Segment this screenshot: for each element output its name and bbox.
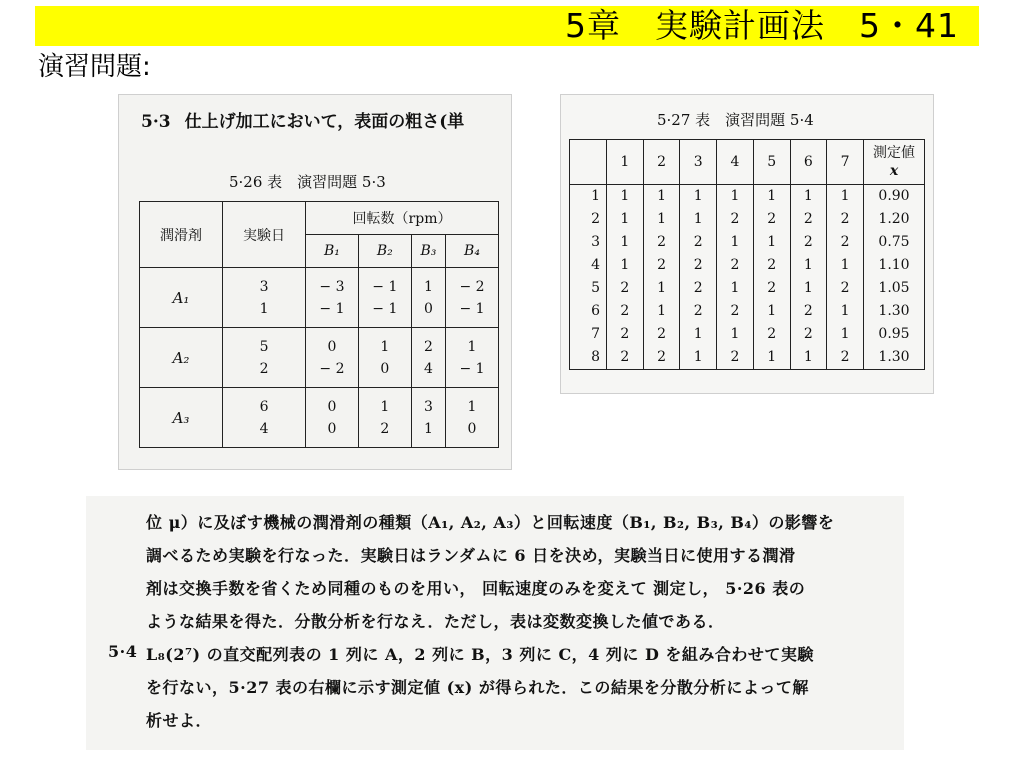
value-header-symbol: x: [889, 163, 899, 179]
level-cell: 2: [827, 208, 864, 231]
value-cell: [358, 328, 411, 388]
cell-value: 0: [327, 420, 337, 437]
col-header-lubricant: 潤滑剤: [140, 202, 223, 268]
level-cell: 1: [753, 346, 790, 370]
level-cell: 2: [753, 254, 790, 277]
value-cell: [358, 268, 411, 328]
table-row: [570, 208, 925, 231]
cell-value: 1: [467, 338, 477, 355]
measured-value: 0.95: [864, 323, 925, 346]
col-header-b2: B₂: [358, 235, 411, 268]
table-5-26: [139, 201, 499, 448]
table-row: [570, 300, 925, 323]
level-cell: 1: [717, 185, 754, 209]
level-cell: 2: [643, 254, 680, 277]
level-cell: 1: [643, 185, 680, 209]
col-header-b4: B₄: [446, 235, 499, 268]
cell-value: 0: [327, 338, 337, 355]
text-line: 位 μ）に及ぼす機械の潤滑剤の種類（A₁, A₂, A₃）と回転速度（B₁, B₂, B₃, B₄）の影響を: [146, 513, 835, 532]
cell-value: 2: [380, 420, 390, 437]
table-row: [140, 268, 499, 328]
level-cell: 1: [753, 300, 790, 323]
level-cell: 2: [753, 277, 790, 300]
table-row: [570, 185, 925, 209]
value-cell: [358, 388, 411, 448]
cell-value: − 1: [372, 300, 398, 317]
text-line: を行ない，5·27 表の右欄に示す測定値 (x) が得られた．この結果を分散分析によって解: [146, 678, 809, 697]
value-cell: [411, 388, 445, 448]
level-cell: 1: [607, 254, 644, 277]
level-cell: 1: [643, 277, 680, 300]
value-cell: [306, 328, 359, 388]
level-cell: 2: [827, 277, 864, 300]
day-cell: [223, 268, 306, 328]
measured-value: 0.90: [864, 185, 925, 209]
value-cell: [446, 268, 499, 328]
value-cell: [411, 328, 445, 388]
problem-text-scan: [86, 496, 904, 750]
day-value: 2: [259, 360, 269, 377]
run-number: 2: [570, 208, 607, 231]
run-number: 5: [570, 277, 607, 300]
table-row: [570, 323, 925, 346]
level-cell: 1: [717, 323, 754, 346]
level-cell: 2: [790, 208, 827, 231]
level-cell: 2: [790, 231, 827, 254]
problem-number: 5·3: [141, 112, 171, 132]
level-cell: 1: [607, 231, 644, 254]
level-cell: 1: [790, 185, 827, 209]
level-cell: 2: [717, 208, 754, 231]
level-cell: 2: [607, 346, 644, 370]
cell-value: − 1: [459, 300, 485, 317]
cell-value: 1: [423, 420, 433, 437]
level-cell: 1: [680, 323, 717, 346]
cell-value: 2: [423, 338, 433, 355]
level-cell: 2: [680, 300, 717, 323]
cell-value: 0: [327, 398, 337, 415]
cell-value: 1: [467, 398, 477, 415]
cell-value: − 2: [319, 360, 345, 377]
cell-value: − 1: [319, 300, 345, 317]
text-line: 析せよ．: [146, 711, 213, 730]
run-number: 7: [570, 323, 607, 346]
cell-value: 0: [467, 420, 477, 437]
col-header: 3: [680, 140, 717, 185]
col-header-speed: 回転数（rpm）: [306, 202, 499, 235]
table-row: [140, 388, 499, 448]
lubricant-label: A₃: [140, 388, 223, 448]
col-header-b1: B₁: [306, 235, 359, 268]
run-number: 1: [570, 185, 607, 209]
level-cell: 2: [607, 300, 644, 323]
level-cell: 1: [790, 277, 827, 300]
cell-value: − 1: [459, 360, 485, 377]
slide-subtitle: 演習問題:: [38, 52, 151, 82]
measured-value: 1.05: [864, 277, 925, 300]
col-header-b3: B₃: [411, 235, 445, 268]
run-number: 8: [570, 346, 607, 370]
cell-value: 1: [380, 398, 390, 415]
day-value: 3: [259, 278, 269, 295]
value-cell: [306, 268, 359, 328]
day-cell: [223, 388, 306, 448]
measured-value: 1.10: [864, 254, 925, 277]
cell-value: − 3: [319, 278, 345, 295]
table-5-27: [569, 139, 925, 370]
level-cell: 2: [717, 346, 754, 370]
level-cell: 2: [643, 231, 680, 254]
day-value: 4: [259, 420, 269, 437]
table-row: [570, 231, 925, 254]
level-cell: 2: [790, 300, 827, 323]
col-header: 7: [827, 140, 864, 185]
level-cell: 2: [607, 323, 644, 346]
level-cell: 1: [827, 323, 864, 346]
level-cell: 1: [680, 185, 717, 209]
measured-value: 0.75: [864, 231, 925, 254]
level-cell: 2: [827, 346, 864, 370]
col-header: 5: [753, 140, 790, 185]
table-row: [570, 277, 925, 300]
level-cell: 1: [717, 231, 754, 254]
cell-value: 4: [423, 360, 433, 377]
col-header: 2: [643, 140, 680, 185]
level-cell: 1: [607, 208, 644, 231]
day-value: 5: [259, 338, 269, 355]
cell-value: 3: [423, 398, 433, 415]
title-bar: [35, 6, 979, 46]
measured-value: 1.30: [864, 300, 925, 323]
level-cell: 2: [753, 208, 790, 231]
level-cell: 2: [607, 277, 644, 300]
problem-5-4-number: 5·4: [108, 642, 138, 661]
level-cell: 2: [643, 346, 680, 370]
level-cell: 1: [607, 185, 644, 209]
cell-value: − 1: [372, 278, 398, 295]
cell-value: 1: [423, 278, 433, 295]
level-cell: 1: [680, 208, 717, 231]
level-cell: 2: [680, 231, 717, 254]
table-5-27-caption: 5·27 表 演習問題 5·4: [657, 111, 814, 129]
lubricant-label: A₂: [140, 328, 223, 388]
level-cell: 2: [643, 323, 680, 346]
level-cell: 1: [827, 185, 864, 209]
level-cell: 1: [680, 346, 717, 370]
table-5-26-caption: 5·26 表 演習問題 5·3: [229, 173, 386, 191]
table-row: [570, 254, 925, 277]
level-cell: 1: [753, 231, 790, 254]
table-row: [140, 328, 499, 388]
value-cell: [306, 388, 359, 448]
run-number: 6: [570, 300, 607, 323]
text-line: 剤は交換手数を省くため同種のものを用い， 回転速度のみを変えて 測定し， 5·26 表の: [146, 579, 806, 598]
col-header: 1: [607, 140, 644, 185]
level-cell: 2: [680, 254, 717, 277]
table-row: [570, 346, 925, 370]
corner-cell: [570, 140, 607, 185]
table-5-26-body: [140, 268, 499, 448]
day-value: 6: [259, 398, 269, 415]
level-cell: 2: [680, 277, 717, 300]
level-cell: 1: [790, 254, 827, 277]
level-cell: 1: [643, 208, 680, 231]
value-header-label: 測定値: [873, 145, 915, 161]
table-5-27-scan: [560, 94, 934, 394]
cell-value: 1: [380, 338, 390, 355]
level-cell: 1: [643, 300, 680, 323]
level-cell: 2: [827, 231, 864, 254]
lubricant-label: A₁: [140, 268, 223, 328]
cell-value: 0: [380, 360, 390, 377]
level-cell: 2: [717, 254, 754, 277]
table-5-27-body: [570, 185, 925, 370]
measured-value: 1.30: [864, 346, 925, 370]
text-line: 調べるため実験を行なった．実験日はランダムに 6 日を決め，実験当日に使用する潤滑: [146, 546, 796, 565]
level-cell: 1: [753, 185, 790, 209]
col-header: 6: [790, 140, 827, 185]
col-header: 4: [717, 140, 754, 185]
measured-value: 1.20: [864, 208, 925, 231]
day-value: 1: [259, 300, 269, 317]
value-cell: [411, 268, 445, 328]
text-line: L₈(2⁷) の直交配列表の 1 列に A，2 列に B，3 列に C，4 列に D を組み合わせて実験: [146, 645, 814, 664]
run-number: 4: [570, 254, 607, 277]
problem-5-3-heading: [141, 107, 464, 132]
col-header-day: 実験日: [223, 202, 306, 268]
level-cell: 2: [717, 300, 754, 323]
run-number: 3: [570, 231, 607, 254]
problem-heading-text: 仕上げ加工において，表面の粗さ(単: [184, 112, 465, 132]
level-cell: 1: [790, 346, 827, 370]
day-cell: [223, 328, 306, 388]
value-cell: [446, 328, 499, 388]
level-cell: 2: [753, 323, 790, 346]
value-cell: [446, 388, 499, 448]
level-cell: 1: [827, 254, 864, 277]
level-cell: 1: [827, 300, 864, 323]
problem-5-3-scan: [118, 94, 512, 470]
slide-title: 5章 実験計画法 5・41: [565, 6, 959, 45]
level-cell: 1: [717, 277, 754, 300]
text-line: ような結果を得た．分散分析を行なえ．ただし，表は変数変換した値である．: [146, 612, 725, 631]
value-header: [864, 140, 925, 185]
level-cell: 2: [790, 323, 827, 346]
table-5-27-header-row: [570, 140, 925, 185]
cell-value: 0: [423, 300, 433, 317]
cell-value: − 2: [459, 278, 485, 295]
